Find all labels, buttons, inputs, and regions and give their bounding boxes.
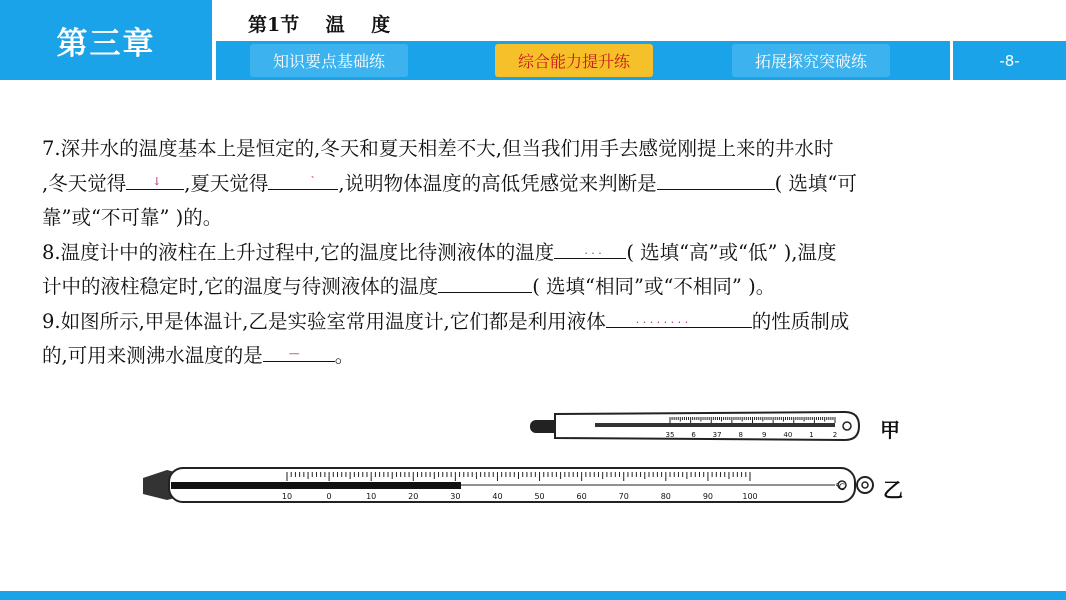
q8-text-stable: 计中的液柱稳定时,它的温度与待测液体的温度 bbox=[42, 275, 439, 298]
lab-tick-label: 60 bbox=[576, 492, 587, 501]
clinical-tick-label: 9 bbox=[762, 431, 767, 439]
q8-blank-rising[interactable]: . . . bbox=[554, 236, 626, 259]
q7-text-summer: ,夏天觉得 bbox=[184, 171, 269, 195]
q7-text-judge: ,说明物体温度的高低凭感觉来判断是 bbox=[338, 171, 657, 195]
clinical-tick-label: 40 bbox=[783, 431, 793, 439]
question-content bbox=[42, 132, 1032, 374]
tab-basic-practice[interactable]: 知识要点基础练 bbox=[250, 44, 408, 77]
q7-blank-winter[interactable]: ↓ bbox=[126, 167, 184, 190]
q8-text-rising: 8.温度计中的液柱在上升过程中,它的温度比待测液体的温度 bbox=[42, 240, 555, 264]
chapter-title: 第三章 bbox=[0, 0, 212, 80]
q9-text-boiling: 的,可用来测沸水温度的是 bbox=[42, 344, 263, 367]
tab-extension-exploration[interactable]: 拓展探究突破练 bbox=[732, 44, 890, 77]
lab-tick-label: 50 bbox=[534, 492, 545, 501]
clinical-tick-label: 6 bbox=[691, 431, 696, 439]
lab-tick-label: 20 bbox=[408, 492, 419, 501]
q8-line-2 bbox=[42, 270, 1032, 305]
q8-line-1 bbox=[42, 236, 1032, 271]
lab-tick-label: 40 bbox=[492, 492, 503, 501]
q7-text-winter: ,冬天觉得 bbox=[42, 171, 127, 195]
footer-bar bbox=[0, 591, 1066, 600]
q7-text-option: ( 选填“可 bbox=[774, 171, 857, 195]
lab-thermometer bbox=[143, 468, 873, 502]
clinical-tick-label: 35 bbox=[665, 431, 675, 439]
thermometer-figure bbox=[135, 400, 915, 515]
q8-text-option-2: ( 选填“相同”或“不相同” )。 bbox=[532, 275, 776, 298]
tab-bar bbox=[216, 41, 1066, 80]
q7-blank-summer[interactable]: ˋ bbox=[268, 167, 338, 190]
clinical-tick-label: 2 bbox=[832, 431, 838, 439]
q9-blank-principle[interactable]: . . . . . . . . bbox=[606, 305, 752, 328]
section-title: 第1节 温 度 bbox=[248, 14, 391, 36]
q7-line-3: 靠”或“不可靠” )的。 bbox=[42, 206, 223, 229]
thermometer-illustration bbox=[135, 400, 915, 515]
lab-tick-label: 90 bbox=[702, 492, 714, 501]
q8-text-option-1: ( 选填“高”或“低” ),温度 bbox=[626, 240, 837, 264]
q9-line-1 bbox=[42, 305, 1032, 340]
label-yi: 乙 bbox=[883, 478, 903, 502]
q8-blank-stable[interactable] bbox=[438, 270, 532, 293]
page-number: -8- bbox=[999, 51, 1020, 70]
tab-ability-improvement[interactable]: 综合能力提升练 bbox=[495, 44, 653, 77]
clinical-tick-label: 1 bbox=[809, 431, 814, 439]
lab-tick-label: 70 bbox=[618, 492, 629, 501]
q9-line-2 bbox=[42, 339, 1032, 374]
q9-text-made: 的性质制成 bbox=[751, 309, 850, 333]
clinical-thermometer bbox=[530, 412, 859, 440]
lab-tick-label: 0 bbox=[326, 492, 332, 501]
q9-text-end: 。 bbox=[334, 344, 355, 367]
lab-thermometer-unit: ℃ bbox=[835, 483, 846, 493]
q7-line-2 bbox=[42, 167, 1032, 202]
clinical-tick-label: 37 bbox=[712, 431, 722, 439]
lab-tick-label: 80 bbox=[660, 492, 671, 501]
label-jia: 甲 bbox=[880, 418, 900, 442]
lab-tick-label: 10 bbox=[366, 492, 377, 501]
lab-tick-label: 100 bbox=[742, 492, 758, 501]
clinical-tick-label: 8 bbox=[738, 431, 743, 439]
lab-tick-label: 30 bbox=[450, 492, 461, 501]
q7-blank-reliable[interactable] bbox=[657, 167, 775, 190]
q9-text-principle: 9.如图所示,甲是体温计,乙是实验室常用温度计,它们都是利用液体 bbox=[42, 309, 606, 333]
lab-tick-label: 10 bbox=[281, 492, 293, 501]
q7-line-1: 7.深井水的温度基本上是恒定的,冬天和夏天相差不大,但当我们用手去感觉刚提上来的井水时 bbox=[42, 137, 834, 160]
q9-blank-boiling[interactable]: — bbox=[263, 339, 335, 362]
